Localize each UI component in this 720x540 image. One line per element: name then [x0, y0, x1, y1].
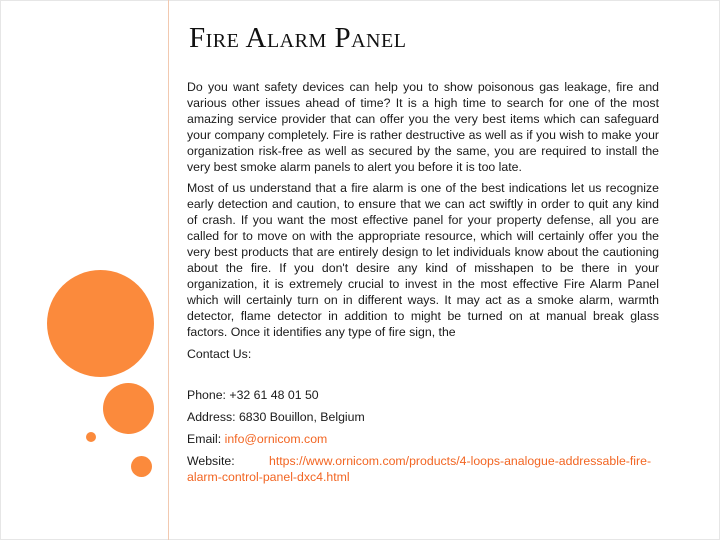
contact-email-row: [187, 432, 659, 448]
contact-website-row: [187, 454, 659, 486]
decorative-circle-large: [47, 270, 154, 377]
slide-body: [187, 80, 659, 492]
contact-phone: Phone: +32 61 48 01 50: [187, 388, 319, 403]
contact-address: Address: 6830 Bouillon, Belgium: [187, 410, 365, 425]
website-label: Website:: [187, 454, 235, 469]
body-paragraph: Most of us understand that a fire alarm is one of the best indications let us recognize early detection and caution, to ensure that we can act swiftly in order to quit any kind of crash. If you want the most effective panel for your property defense, all you are called for to move on with the appropriate resource, which will certainly offer you the very best products that are entirely design to let individuals know about the cautioning about the fire. If you don't desire any kind of misshapen to be there in your organization, it is extremely crucial to invest in the most effective Fire Alarm Panel which will certainly turn on in different ways. It may act as a smoke alarm, warmth detector, flame detector in addition to might be turned on at manual break glass factors. Once it identifies any type of fire sign, the: [187, 181, 659, 339]
contact-heading: Contact Us:: [187, 346, 252, 361]
website-link[interactable]: https://www.ornicom.com/products/4-loops-analogue-addressable-fire-alarm-control-panel-dxc4.html: [187, 454, 652, 485]
body-paragraph: Do you want safety devices can help you to show poisonous gas leakage, fire and various other issues ahead of time? It is a high time to search for one of the most amazing service provider that can offer you the very best items which can safeguard your company completely. Fire is rather destructive as well as if you wish to make your organization risk-free as well as secured by the same, you are required to install the very best smoke alarm panels to alert you before it is too late.: [187, 80, 659, 174]
decorative-circle-medium: [103, 383, 154, 434]
page-title: Fire Alarm Panel: [189, 22, 407, 54]
decorative-circle-small: [131, 456, 152, 477]
decorative-circle-tiny: [86, 432, 96, 442]
decorative-divider-line: [168, 0, 169, 540]
email-label: Email:: [187, 432, 222, 447]
email-link[interactable]: info@ornicom.com: [224, 432, 328, 447]
